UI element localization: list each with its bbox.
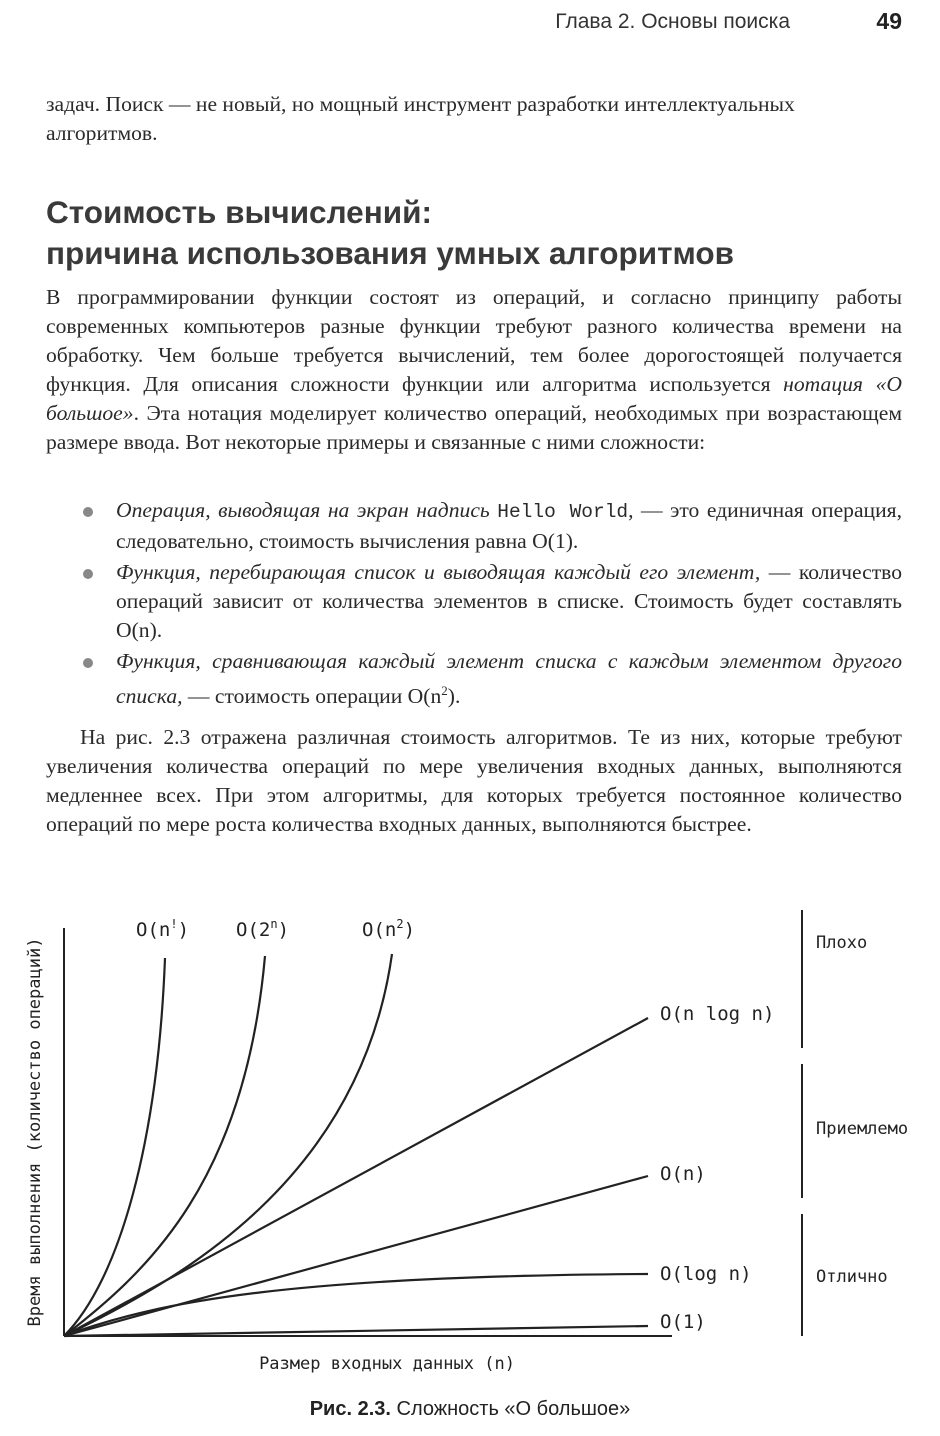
superscript: 2 — [441, 683, 448, 698]
curve-label-o-n: O(n) — [660, 1163, 706, 1185]
curve-o-n-log-n — [64, 1018, 648, 1336]
curve-label-o-log-n: O(log n) — [660, 1263, 752, 1285]
x-axis-label: Размер входных данных (n) — [259, 1354, 515, 1374]
big-o-chart — [0, 880, 940, 1398]
curve-label-o-n: O(n!) — [136, 917, 190, 941]
term-big-o: нотация «О большое» — [46, 372, 902, 425]
curve-label-o-1: O(1) — [660, 1311, 706, 1333]
section-heading-line2: причина использования умных алгоритмов — [46, 235, 735, 271]
section-heading-line1: Стоимость вычислений: — [46, 194, 432, 230]
list-item-text: ). — [447, 684, 461, 709]
complexity-examples-list — [46, 496, 902, 713]
paragraph-figure-intro: На рис. 2.3 отражена различная стоимость алгоритмов. Те из них, которые требуют увеличения количества операций по мере увеличения входных данных, выполняются медленнее всех. При этом алгоритмы, для которых требуется постоянное количество операций по мере роста количества входных данных, выполняются быстрее. — [46, 725, 902, 836]
paragraph-text: В программировании функции состоят из операций, и согласно принципу работы современных компьютеров разные функции требуют разного количества времени на обработку. Чем больше требуется вычислений, тем более дорогостоящей получается функция. Для описания сложности функции или алгоритма используется — [46, 285, 902, 396]
page-number: 49 — [876, 8, 902, 34]
section-heading — [46, 192, 906, 274]
paragraph-text: . Эта нотация моделирует количество операций, необходимых при возрастающем размере ввода. Вот некоторые примеры и связанные с ними сложности: — [46, 401, 902, 454]
curve-label-o-2-n: O(2$^n$) — [236, 917, 290, 941]
list-item-italic: Операция, выводящая на экран надпись — [116, 498, 490, 522]
intro-paragraph: задач. Поиск — не новый, но мощный инструмент разработки интеллектуальных алгоритмов. — [46, 92, 795, 145]
big-o-figure — [0, 880, 940, 1400]
bullet-icon — [83, 507, 93, 517]
curve-o-1 — [64, 1326, 648, 1336]
curve-label-o-n-log-n: O(n log n) — [660, 1003, 775, 1025]
curve-label-o-n-2: $O(n^2)$ — [362, 917, 416, 941]
list-item — [46, 496, 902, 556]
figure-caption — [0, 1398, 940, 1421]
list-item-italic: Функция, сравнивающая каждый элемент списка с каждым элементом другого списка, — [116, 649, 902, 709]
paragraph-big-o — [46, 283, 902, 457]
bullet-icon — [83, 658, 93, 668]
list-item-italic: Функция, перебирающая список и выводящая каждый его элемент, — [116, 560, 761, 584]
category-label: Плохо — [816, 933, 868, 953]
curve-o-n — [64, 958, 165, 1336]
list-item-text: , — это единичная операция, следовательно, стоимость вычисления равна O(1). — [116, 498, 902, 553]
category-label: Отлично — [816, 1267, 888, 1287]
caption-text: Сложность «О большое» — [390, 1398, 631, 1420]
code-snippet: Hello World — [497, 501, 629, 523]
running-header — [40, 8, 902, 40]
curve-o-n-2 — [64, 954, 392, 1336]
chapter-title: Глава 2. Основы поиска — [555, 10, 790, 33]
category-label: Приемлемо — [816, 1119, 909, 1139]
caption-label: Рис. 2.3. — [309, 1398, 391, 1420]
bullet-icon — [83, 569, 93, 579]
list-item — [46, 647, 902, 711]
list-item-text: — стоимость операции O(n — [182, 684, 442, 709]
y-axis-label: Время выполнения (количество операций) — [25, 937, 45, 1327]
list-item — [46, 558, 902, 645]
list-item-text: — количество операций зависит от количества элементов в списке. Стоимость будет составлять O(n). — [116, 560, 902, 642]
curve-o-2-n — [64, 956, 265, 1336]
